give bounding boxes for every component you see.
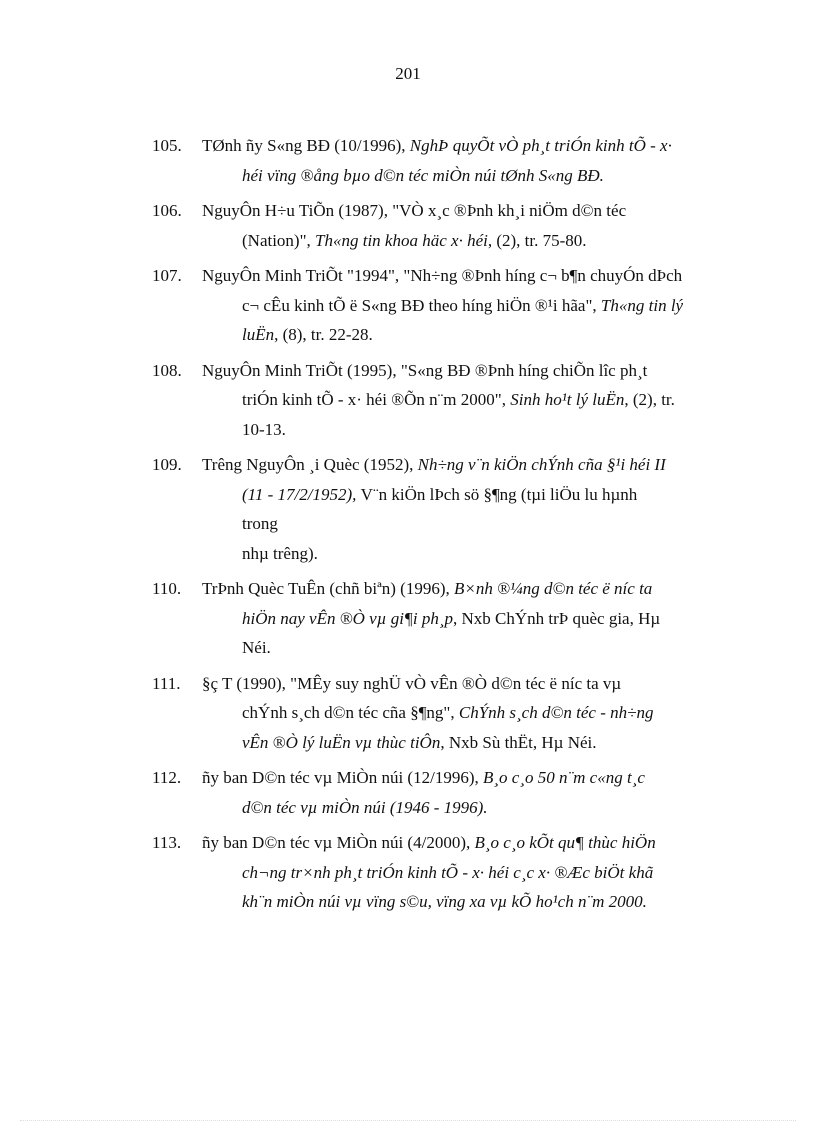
page-bottom-edge — [20, 1120, 796, 1121]
reference-number: 108. — [152, 360, 182, 380]
reference-text-segment: trong — [242, 514, 278, 533]
reference-line — [152, 633, 740, 663]
reference-title-segment: B¸o c¸o 50 n¨m c«ng t¸c — [482, 768, 645, 787]
reference-text-segment: nhµ trêng). — [242, 543, 318, 563]
reference-title-segment: Th«ng tin lý — [600, 295, 684, 315]
reference-line — [152, 320, 740, 350]
reference-title-segment: (11 - 17/2/1952), — [242, 484, 361, 504]
reference-line — [152, 698, 740, 728]
reference-text-segment: Trêng NguyÔn ¸i Quèc (1952), — [202, 455, 418, 474]
reference-title-segment: Sinh ho¹t lý luËn — [510, 390, 625, 409]
page-number: 201 — [395, 64, 421, 83]
reference-text-segment: TØnh ñy S«ng BÐ (10/1996), — [202, 136, 410, 155]
reference-item — [152, 450, 740, 568]
reference-title-segment: ch¬ng tr×nh ph¸t triÓn kinh tÕ - x· héi c¸c x· ®Æc biÖt khã — [242, 862, 654, 882]
reference-text-segment: NguyÔn H÷u TiÕn (1987), "VÒ x¸c ®Þnh kh¸i niÖm d©n téc — [202, 201, 627, 220]
reference-text-segment: Néi. — [242, 638, 271, 657]
reference-title-segment: luËn — [242, 325, 275, 344]
reference-line — [152, 385, 740, 415]
reference-line — [152, 131, 740, 161]
reference-text-segment: 10-13. — [242, 419, 286, 439]
reference-text-segment: , (2), tr. 75-80. — [487, 230, 587, 250]
reference-title-segment: Th«ng tin khoa häc x· héi — [315, 230, 488, 250]
reference-item — [152, 131, 740, 190]
reference-title-segment: vÊn ®Ò lý luËn vµ thùc tiÔn — [242, 732, 441, 752]
reference-text-segment: , (8), tr. 22-28. — [274, 325, 373, 344]
reference-item — [152, 356, 740, 445]
reference-item — [152, 763, 740, 822]
reference-line — [152, 887, 740, 917]
reference-line — [152, 356, 740, 386]
reference-text-segment: §ç T (1990), "MÊy suy nghÜ vÒ vÊn ®Ò d©n téc ë níc ta vµ — [202, 673, 622, 693]
reference-text-segment: triÓn kinh tÕ - x· héi ®Õn n¨m 2000", — [242, 390, 511, 409]
reference-line — [152, 196, 740, 226]
reference-number: 106. — [152, 201, 182, 220]
reference-item — [152, 669, 740, 758]
reference-line — [152, 226, 740, 256]
reference-line — [152, 604, 740, 634]
reference-line — [152, 828, 740, 858]
reference-line — [152, 261, 740, 291]
reference-line — [152, 574, 740, 604]
reference-text-segment: , (2), tr. — [624, 390, 675, 409]
reference-text-segment: c¬ cÊu kinh tÕ ë S«ng BÐ theo híng hiÖn ®¹i hãa", — [242, 295, 601, 315]
reference-item — [152, 196, 740, 255]
reference-number: 111. — [152, 673, 181, 693]
reference-number: 113. — [152, 833, 182, 852]
reference-line — [152, 161, 740, 191]
reference-text-segment: V¨n kiÖn lÞch sö §¶ng (tµi liÖu lu hµnh — [360, 484, 638, 504]
reference-title-segment: B×nh ®¼ng d©n téc ë níc ta — [454, 579, 653, 598]
reference-line — [152, 480, 740, 510]
reference-number: 110. — [152, 579, 182, 598]
reference-title-segment: hiÖn nay vÊn ®Ò vµ gi¶i ph¸p — [242, 608, 454, 628]
reference-title-segment: ChÝnh s¸ch d©n téc - nh÷ng — [458, 703, 654, 722]
reference-line — [152, 669, 740, 699]
reference-item — [152, 828, 740, 917]
reference-line — [152, 793, 740, 823]
reference-line — [152, 509, 740, 539]
reference-item — [152, 574, 740, 663]
reference-line — [152, 291, 740, 321]
reference-title-segment: B¸o c¸o kÕt qu¶ thùc hiÖn — [474, 833, 656, 852]
reference-item — [152, 261, 740, 350]
reference-title-segment: Nh÷ng v¨n kiÖn chÝnh cña §¹i héi II — [417, 455, 666, 474]
reference-title-segment: d©n téc vµ miÒn núi (1946 - 1996). — [242, 797, 488, 817]
reference-text-segment: ñy ban D©n téc vµ MiÒn núi (4/2000), — [202, 833, 475, 852]
reference-line — [152, 539, 740, 569]
reference-text-segment: , Nxb ChÝnh trÞ quèc gia, Hµ — [453, 608, 661, 628]
reference-line — [152, 415, 740, 445]
reference-text-segment: NguyÔn Minh TriÕt "1994", "Nh÷ng ®Þnh híng c¬ b¶n chuyÓn dÞch — [202, 266, 683, 285]
reference-title-segment: héi vïng ®ång bµo d©n téc miÒn núi tØnh S«ng BÐ. — [242, 165, 604, 185]
reference-line — [152, 728, 740, 758]
reference-title-segment: kh¨n miÒn núi vµ vïng s©u, vïng xa vµ kÕ ho¹ch n¨m 2000. — [242, 892, 647, 911]
reference-text-segment: , Nxb Sù thËt, Hµ Néi. — [440, 732, 597, 752]
reference-number: 112. — [152, 768, 182, 787]
reference-number: 109. — [152, 455, 182, 474]
reference-list — [152, 131, 740, 923]
reference-number: 107. — [152, 266, 182, 285]
reference-number: 105. — [152, 136, 182, 155]
reference-text-segment: TrÞnh Quèc TuÊn (chñ biªn) (1996), — [202, 579, 454, 598]
reference-text-segment: NguyÔn Minh TriÕt (1995), "S«ng BÐ ®Þnh híng chiÕn lîc ph¸t — [202, 360, 648, 380]
reference-line — [152, 763, 740, 793]
reference-text-segment: chÝnh s¸ch d©n téc cña §¶ng", — [242, 703, 459, 722]
reference-text-segment: (Nation)", — [242, 230, 316, 250]
reference-line — [152, 858, 740, 888]
reference-line — [152, 450, 740, 480]
reference-text-segment: ñy ban D©n téc vµ MiÒn núi (12/1996), — [202, 768, 483, 787]
reference-title-segment: NghÞ quyÕt vÒ ph¸t triÓn kinh tÕ - x· — [409, 136, 672, 155]
